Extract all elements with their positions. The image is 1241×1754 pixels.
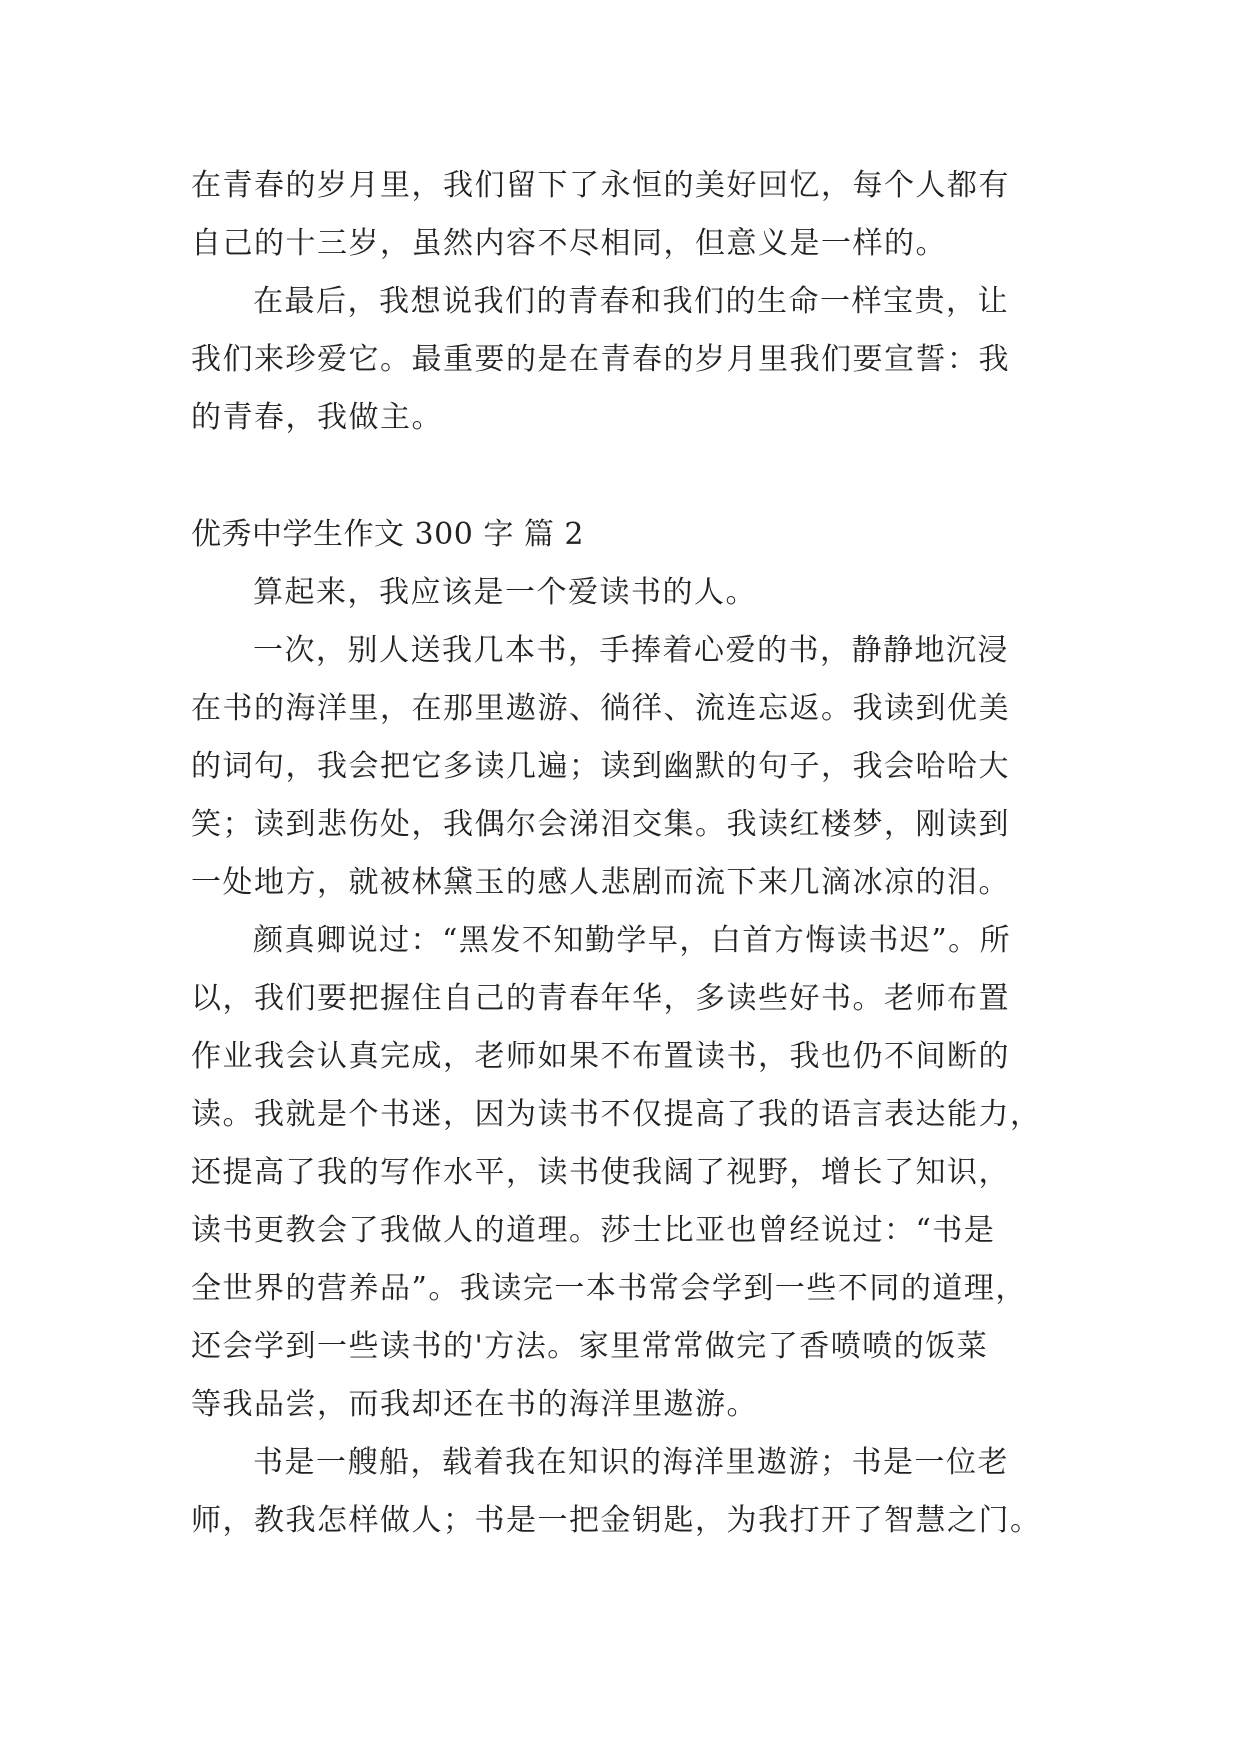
paragraph-3-line-4: 读。我就是个书迷，因为读书不仅提高了我的语言表达能力， xyxy=(191,1097,1042,1132)
section-title: 优秀中学生作文 300 字 篇 2 xyxy=(191,517,584,552)
paragraph-3-line-8: 还会学到一些读书的'方法。家里常常做完了香喷喷的饭菜 xyxy=(191,1329,989,1364)
paragraph-3-line-5: 还提高了我的写作水平，读书使我阔了视野，增长了知识， xyxy=(191,1155,1010,1190)
intro-paragraph-2-line-1: 在最后，我想说我们的青春和我们的生命一样宝贵，让 xyxy=(253,284,1009,319)
paragraph-4-line-2: 师，教我怎样做人；书是一把金钥匙，为我打开了智慧之门。 xyxy=(191,1503,1042,1538)
intro-paragraph-1-line-2: 自己的十三岁，虽然内容不尽相同，但意义是一样的。 xyxy=(191,226,947,261)
paragraph-2-line-5: 一处地方，就被林黛玉的感人悲剧而流下来几滴冰凉的泪。 xyxy=(191,865,1010,900)
paragraph-2-line-2: 在书的海洋里，在那里遨游、徜徉、流连忘返。我读到优美 xyxy=(191,691,1010,726)
paragraph-1-line-1: 算起来，我应该是一个爱读书的人。 xyxy=(253,575,757,610)
paragraph-2-line-1: 一次，别人送我几本书，手捧着心爱的书，静静地沉浸 xyxy=(253,633,1009,668)
paragraph-4-line-1: 书是一艘船，载着我在知识的海洋里遨游；书是一位老 xyxy=(253,1445,1009,1480)
paragraph-3-line-7: 全世界的营养品”。我读完一本书常会学到一些不同的道理， xyxy=(191,1271,1027,1306)
paragraph-2-line-4: 笑；读到悲伤处，我偶尔会涕泪交集。我读红楼梦，刚读到 xyxy=(191,807,1010,842)
paragraph-3-line-2: 以，我们要把握住自己的青春年华，多读些好书。老师布置 xyxy=(191,981,1010,1016)
paragraph-3-line-3: 作业我会认真完成，老师如果不布置读书，我也仍不间断的 xyxy=(191,1039,1010,1074)
intro-paragraph-2-line-3: 的青春，我做主。 xyxy=(191,400,443,435)
intro-paragraph-2-line-2: 我们来珍爱它。最重要的是在青春的岁月里我们要宣誓：我 xyxy=(191,342,1010,377)
paragraph-3-line-1: 颜真卿说过：“黑发不知勤学早，白首方悔读书迟”。所 xyxy=(253,923,1012,958)
paragraph-3-line-6: 读书更教会了我做人的道理。莎士比亚也曾经说过：“书是 xyxy=(191,1213,996,1248)
intro-paragraph-1-line-1: 在青春的岁月里，我们留下了永恒的美好回忆，每个人都有 xyxy=(191,168,1010,203)
paragraph-3-line-9: 等我品尝，而我却还在书的海洋里遨游。 xyxy=(191,1387,758,1422)
paragraph-2-line-3: 的词句，我会把它多读几遍；读到幽默的句子，我会哈哈大 xyxy=(191,749,1010,784)
